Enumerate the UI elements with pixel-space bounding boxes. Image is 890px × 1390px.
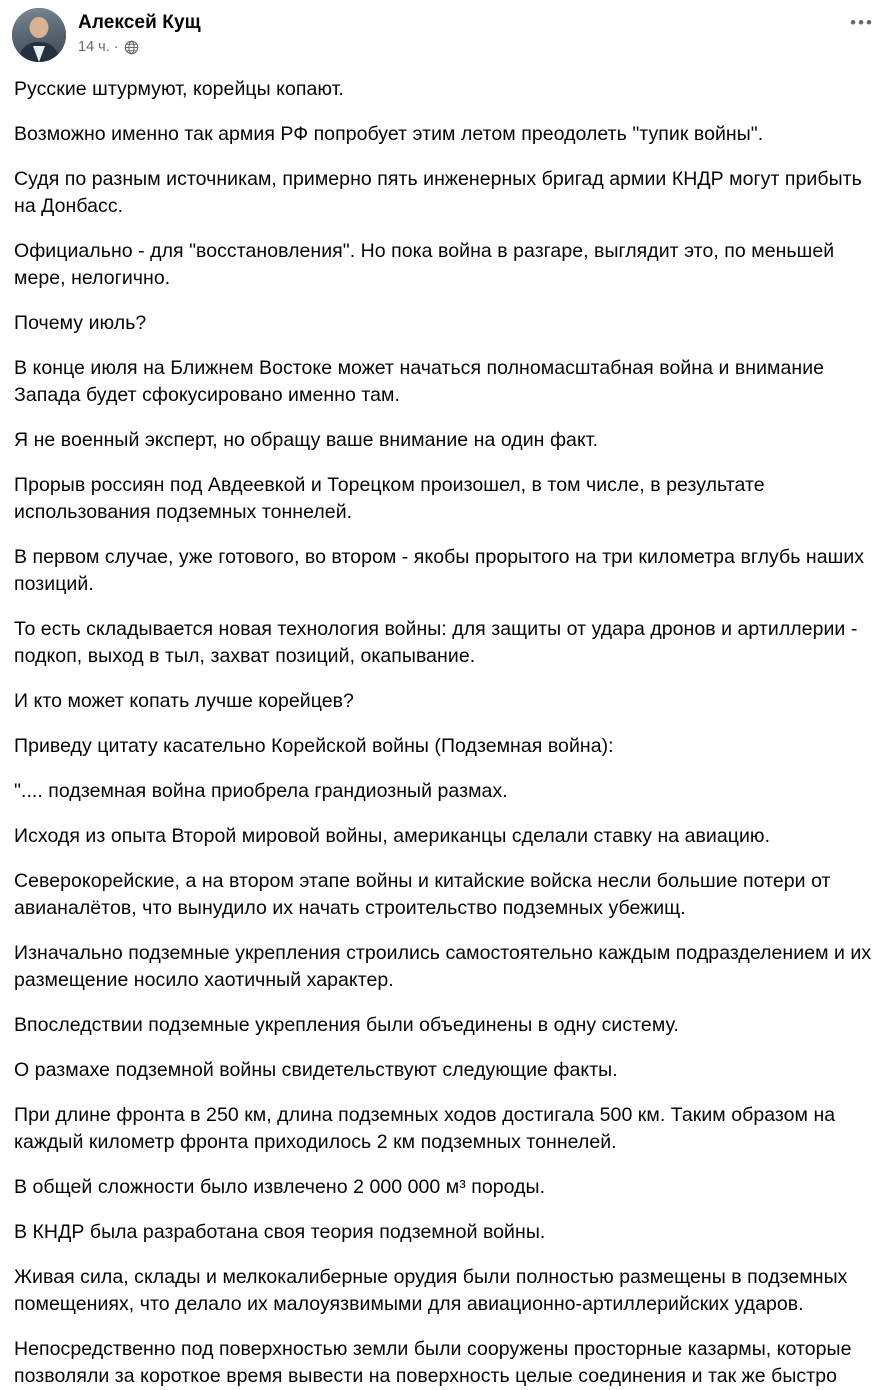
post-paragraph: Живая сила, склады и мелкокалиберные орудия были полностью размещены в подземных помещениях, что делало их малоуязвимыми для авиационно-артиллерийских ударов. <box>14 1266 848 1315</box>
globe-icon[interactable] <box>124 40 139 55</box>
post-paragraph: И кто может копать лучше корейцев? <box>14 690 354 712</box>
post-paragraph: Северокорейские, а на втором этапе войны и китайские войска несли большие потери от авианалётов, что вынудило их начать строительство подземных убежищ. <box>14 870 831 919</box>
avatar-head <box>30 17 49 38</box>
post-paragraph-clipped: Непосредственно под поверхностью земли были сооружены просторные казармы, которые позволяли за короткое время вывести на поверхность целые соединения и так же быстро <box>14 1338 852 1387</box>
post-paragraph: В общей сложности было извлечено 2 000 000 м³ породы. <box>14 1176 546 1198</box>
post-paragraph: Я не военный эксперт, но обращу ваше внимание на один факт. <box>14 429 599 451</box>
post-paragraph: Изначально подземные укрепления строились самостоятельно каждым подразделением и их размещение носило хаотичный характер. <box>14 942 872 991</box>
post-paragraph: В КНДР была разработана своя теория подземной войны. <box>14 1221 546 1243</box>
post-meta <box>78 38 201 56</box>
post-paragraph: Официально - для "восстановления". Но пока война в разгаре, выглядит это, по меньшей мере, нелогично. <box>14 240 835 289</box>
post-paragraph: Возможно именно так армия РФ попробует этим летом преодолеть "тупик войны". <box>14 123 764 145</box>
post-paragraph: О размахе подземной войны свидетельствуют следующие факты. <box>14 1059 618 1081</box>
post-paragraph: Почему июль? <box>14 312 147 334</box>
post-paragraph: Прорыв россиян под Авдеевкой и Торецком произошел, в том числе, в результате использования подземных тоннелей. <box>14 474 765 523</box>
post-paragraph: Русские штурмуют, корейцы копают. <box>14 78 344 100</box>
avatar[interactable] <box>12 8 66 62</box>
post-paragraph: Впоследствии подземные укрепления были объединены в одну систему. <box>14 1014 679 1036</box>
post-paragraph: При длине фронта в 250 км, длина подземных ходов достигала 500 км. Таким образом на каждый километр фронта приходилось 2 км подземных тоннелей. <box>14 1104 836 1153</box>
post-timestamp[interactable]: 14 ч. <box>78 39 110 55</box>
post-paragraph: ".... подземная война приобрела грандиозный размах. <box>14 780 508 802</box>
author-name[interactable]: Алексей Кущ <box>78 12 201 33</box>
post-paragraph: Исходя из опыта Второй мировой войны, американцы сделали ставку на авиацию. <box>14 825 771 847</box>
post-paragraph: В конце июля на Ближнем Востоке может начаться полномасштабная война и внимание Запада будет сфокусировано именно там. <box>14 357 825 406</box>
meta-separator: · <box>113 39 119 55</box>
post-header-text <box>78 8 201 56</box>
post-paragraph: То есть складывается новая технология войны: для защиты от удара дронов и артиллерии - подкоп, выход в тыл, захват позиций, окапывание. <box>14 618 858 667</box>
post-paragraph: Приведу цитату касательно Корейской войны (Подземная война): <box>14 735 614 757</box>
post-header <box>0 0 890 66</box>
post-paragraph: Судя по разным источникам, примерно пять инженерных бригад армии КНДР могут прибыть на Донбасс. <box>14 168 862 217</box>
post-body <box>0 66 890 1390</box>
more-options-icon[interactable]: ••• <box>850 13 874 32</box>
post-paragraph: В первом случае, уже готового, во втором - якобы прорытого на три километра вглубь наших позиций. <box>14 546 865 595</box>
